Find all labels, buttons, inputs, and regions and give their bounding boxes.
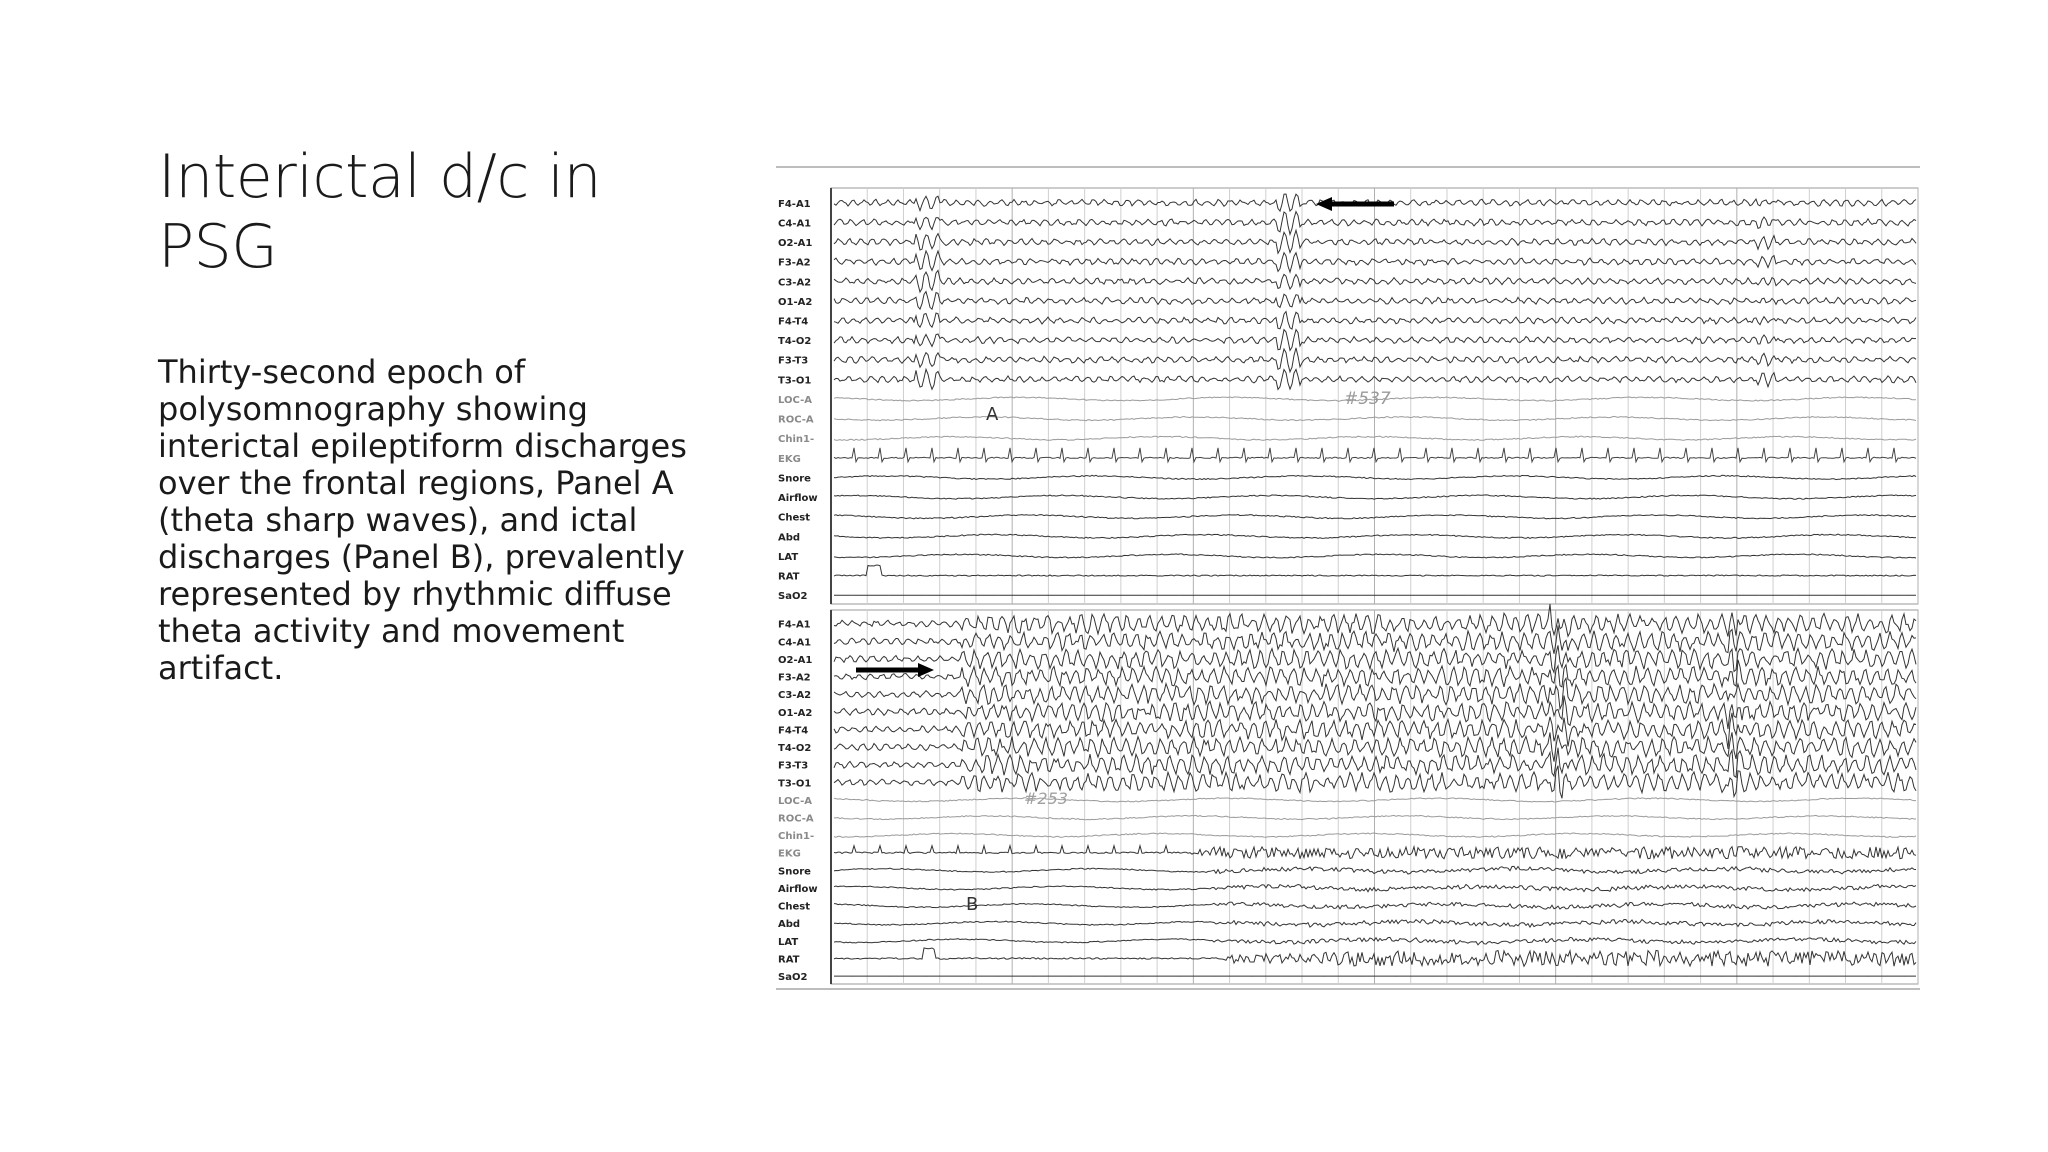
channel-label: T4-O2: [778, 743, 812, 755]
channel-label: F4-T4: [778, 725, 809, 737]
channel-label: F3-A2: [778, 672, 811, 684]
channel-label: T4-O2: [778, 336, 812, 348]
channel-label: LOC-A: [778, 394, 812, 406]
panel-b-label: B: [966, 894, 979, 915]
sao2-value-mark: ··: [1358, 974, 1363, 982]
psg-figure: [776, 166, 1920, 990]
channel-label: LAT: [778, 551, 799, 563]
sao2-value-mark: ··: [1503, 974, 1508, 982]
channel-label: RAT: [778, 571, 800, 583]
sao2-value-mark: ··: [1358, 593, 1363, 601]
channel-label: O1-A2: [778, 707, 813, 719]
channel-label: F4-A1: [778, 198, 811, 210]
sao2-value-mark: ··: [1793, 974, 1797, 982]
sao2-value-mark: ··: [1177, 593, 1181, 601]
channel-label: T3-O1: [778, 375, 812, 387]
channel-label: O1-A2: [778, 296, 813, 308]
sao2-value-mark: ··: [1466, 593, 1471, 601]
sao2-value-mark: ··: [1322, 593, 1326, 601]
channel-label: F3-T3: [778, 760, 809, 772]
slide-description: Thirty-second epoch of polysomnography showing interictal epileptiform discharges over the frontal regions, Panel A (theta sharp waves), and ictal discharges (Panel B), prevalently represented by rhythmic diffuse theta activity and movement artifact.: [158, 353, 687, 687]
sao2-value-mark: ··: [1285, 593, 1290, 601]
channel-label: O2-A1: [778, 654, 813, 666]
channel-label: F4-T4: [778, 316, 809, 328]
sao2-value-mark: ··: [1140, 593, 1145, 601]
channel-label: O2-A1: [778, 238, 813, 250]
sao2-value-mark: ··: [1865, 593, 1870, 601]
channel-label: EKG: [778, 453, 801, 465]
sao2-value-mark: ··: [1829, 593, 1834, 601]
sao2-value-mark: ··: [1213, 974, 1218, 982]
sao2-value-mark: ··: [1249, 974, 1254, 982]
sao2-value-mark: ··: [923, 593, 928, 601]
channel-label: Abd: [778, 532, 801, 544]
sao2-value-mark: ··: [1720, 593, 1725, 601]
channel-label: Snore: [778, 473, 811, 485]
sao2-value-mark: ··: [1430, 974, 1435, 982]
sao2-value-mark: ··: [851, 974, 855, 982]
channel-label: LAT: [778, 936, 799, 948]
channel-label: F4-A1: [778, 619, 811, 631]
sao2-value-mark: ··: [923, 974, 928, 982]
sao2-value-mark: ··: [1430, 593, 1435, 601]
channel-label: C3-A2: [778, 277, 812, 289]
channel-label: C3-A2: [778, 690, 812, 702]
sao2-value-mark: ··: [1285, 974, 1290, 982]
sao2-value-mark: ··: [1611, 593, 1616, 601]
sao2-value-mark: ··: [1394, 974, 1399, 982]
sao2-value-mark: ··: [887, 974, 892, 982]
channel-label: Chest: [778, 512, 810, 524]
channel-label: Chin1-: [778, 831, 815, 843]
channel-label: LOC-A: [778, 795, 812, 807]
sao2-value-mark: ··: [1756, 974, 1761, 982]
sao2-value-mark: ··: [1793, 593, 1797, 601]
sao2-value-mark: ··: [1539, 974, 1544, 982]
channel-label: C4-A1: [778, 218, 812, 230]
channel-label: SaO2: [778, 972, 808, 984]
sao2-value-mark: ··: [959, 593, 964, 601]
panel-a-annotation: #537: [1344, 389, 1391, 409]
sao2-value-mark: ··: [1901, 593, 1906, 601]
sao2-value-mark: ··: [1104, 593, 1109, 601]
arrow-icon: [1316, 197, 1332, 211]
channel-label: Airflow: [778, 493, 818, 505]
sao2-value-mark: ··: [1829, 974, 1834, 982]
sao2-value-mark: ··: [1394, 593, 1399, 601]
sao2-value-mark: ··: [1684, 593, 1689, 601]
panel-a-label: A: [986, 404, 999, 425]
sao2-value-mark: ··: [959, 974, 964, 982]
channel-label: Snore: [778, 866, 811, 878]
slide-title: Interictal d/c in PSG: [158, 142, 602, 282]
sao2-value-mark: ··: [1756, 593, 1761, 601]
sao2-value-mark: ··: [1648, 593, 1652, 601]
sao2-value-mark: ··: [1177, 974, 1181, 982]
sao2-value-mark: ··: [1503, 593, 1508, 601]
channel-label: Chin1-: [778, 434, 815, 446]
sao2-value-mark: ··: [995, 593, 1000, 601]
sao2-value-mark: ··: [1575, 593, 1580, 601]
sao2-value-mark: ··: [995, 974, 1000, 982]
sao2-value-mark: ··: [887, 593, 892, 601]
sao2-value-mark: ··: [1720, 974, 1725, 982]
sao2-value-mark: ··: [1032, 974, 1036, 982]
channel-label: Chest: [778, 901, 810, 913]
sao2-value-mark: ··: [1865, 974, 1870, 982]
sao2-value-mark: ··: [1032, 593, 1036, 601]
sao2-value-mark: ··: [1104, 974, 1109, 982]
channel-label: EKG: [778, 848, 801, 860]
channel-label: ROC-A: [778, 813, 814, 825]
channel-label: ROC-A: [778, 414, 814, 426]
sao2-value-mark: ··: [1466, 974, 1471, 982]
channel-label: Airflow: [778, 883, 818, 895]
sao2-value-mark: ··: [1648, 974, 1652, 982]
sao2-value-mark: ··: [1213, 593, 1218, 601]
channel-label: T3-O1: [778, 778, 812, 790]
sao2-value-mark: ··: [1068, 974, 1073, 982]
channel-label: SaO2: [778, 591, 808, 603]
channel-label: C4-A1: [778, 637, 812, 649]
sao2-value-mark: ··: [1611, 974, 1616, 982]
sao2-value-mark: ··: [1901, 974, 1906, 982]
psg-recording-image: [776, 168, 1920, 988]
panel-b-annotation: #253: [1024, 789, 1068, 808]
sao2-value-mark: ··: [1575, 974, 1580, 982]
sao2-value-mark: ··: [1068, 593, 1073, 601]
sao2-value-mark: ··: [851, 593, 855, 601]
sao2-value-mark: ··: [1140, 974, 1145, 982]
channel-label: RAT: [778, 954, 800, 966]
sao2-value-mark: ··: [1322, 974, 1326, 982]
channel-label: Abd: [778, 919, 801, 931]
sao2-value-mark: ··: [1249, 593, 1254, 601]
channel-label: F3-A2: [778, 257, 811, 269]
sao2-value-mark: ··: [1684, 974, 1689, 982]
sao2-value-mark: ··: [1539, 593, 1544, 601]
channel-label: F3-T3: [778, 355, 809, 367]
